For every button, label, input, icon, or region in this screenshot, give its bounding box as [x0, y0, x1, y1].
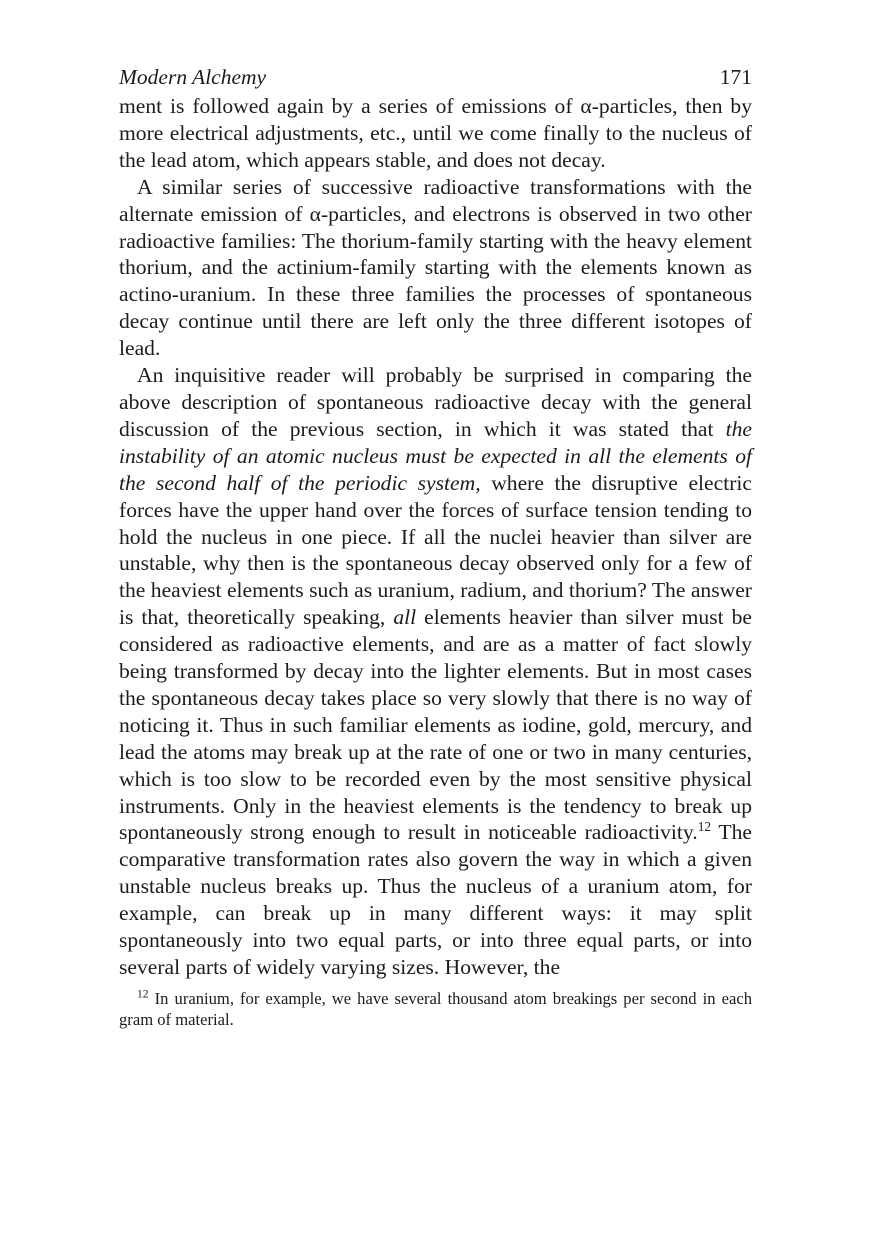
running-title: Modern Alchemy	[119, 65, 267, 89]
paragraph-2: A similar series of successive radioactive transformations with the alternate emission of α-particles, and electrons is observed in two other radioactive families: The thorium-family starting with the heavy element thorium, and the actinium-family starting with the elements known as actino-uranium. In these three families the processes of spontaneous decay continue until there are left only the three different isotopes of lead.	[119, 174, 752, 361]
paragraph-3-text-b: where the disruptive electric forces have the upper hand over the forces of surface tension tending to hold the nucleus in one piece. If all the nuclei heavier than silver are unstable, why then is the spontaneous decay observed only for a few of the heaviest elements such as uranium, radium, and thorium? The answer is that, theoretically speaking,	[119, 470, 753, 630]
paragraph-3-emphasis-2: all	[393, 605, 417, 630]
footnote-text: In uranium, for example, we have several thousand atom breakings per second in each gram of material.	[119, 988, 752, 1029]
paragraph-3-text-a: An inquisitive reader will probably be surprised in comparing the above description of spontaneous radioactive decay with the general discussion of the previous section, in which it was stated that	[119, 363, 752, 441]
paragraph-1: ment is followed again by a series of emissions of α-particles, then by more electrical adjustments, etc., until we come finally to the nucleus of the lead atom, which appears stable, and does not decay.	[119, 94, 752, 172]
footnote-reference: 12	[697, 819, 712, 835]
book-page	[119, 64, 752, 1030]
footnote	[119, 988, 752, 1030]
paragraph-3-text-c: elements heavier than silver must be considered as radioactive elements, and are as a matter of fact slowly being transformed by decay into the lighter elements. But in most cases the spontaneous decay takes place so very slowly that there is no way of noticing it. Thus in such familiar elements as iodine, gold, mercury, and lead the atoms may break up at the rate of one or two in many centuries, which is too slow to be recorded even by the most sensitive physical instruments. Only in the heaviest elements is the tendency to break up spontaneously strong enough to result in noticeable radioactivity.	[119, 605, 752, 845]
page-number: 171	[719, 65, 752, 89]
footnote-marker: 12	[137, 987, 149, 1001]
body-text	[119, 93, 752, 981]
paragraph-3	[119, 362, 752, 981]
paragraph-3-emphasis-1: the instability of an atomic nucleus must be expected in all the elements of the second half of the periodic system,	[119, 416, 752, 495]
running-head	[119, 64, 752, 91]
paragraph-3-text-d: The comparative transformation rates also govern the way in which a given unstable nucleus breaks up. Thus the nucleus of a uranium atom, for example, can break up in many different ways: it may split spontaneously into two equal parts, or into three equal parts, or into several parts of widely varying sizes. However, the	[119, 820, 752, 979]
